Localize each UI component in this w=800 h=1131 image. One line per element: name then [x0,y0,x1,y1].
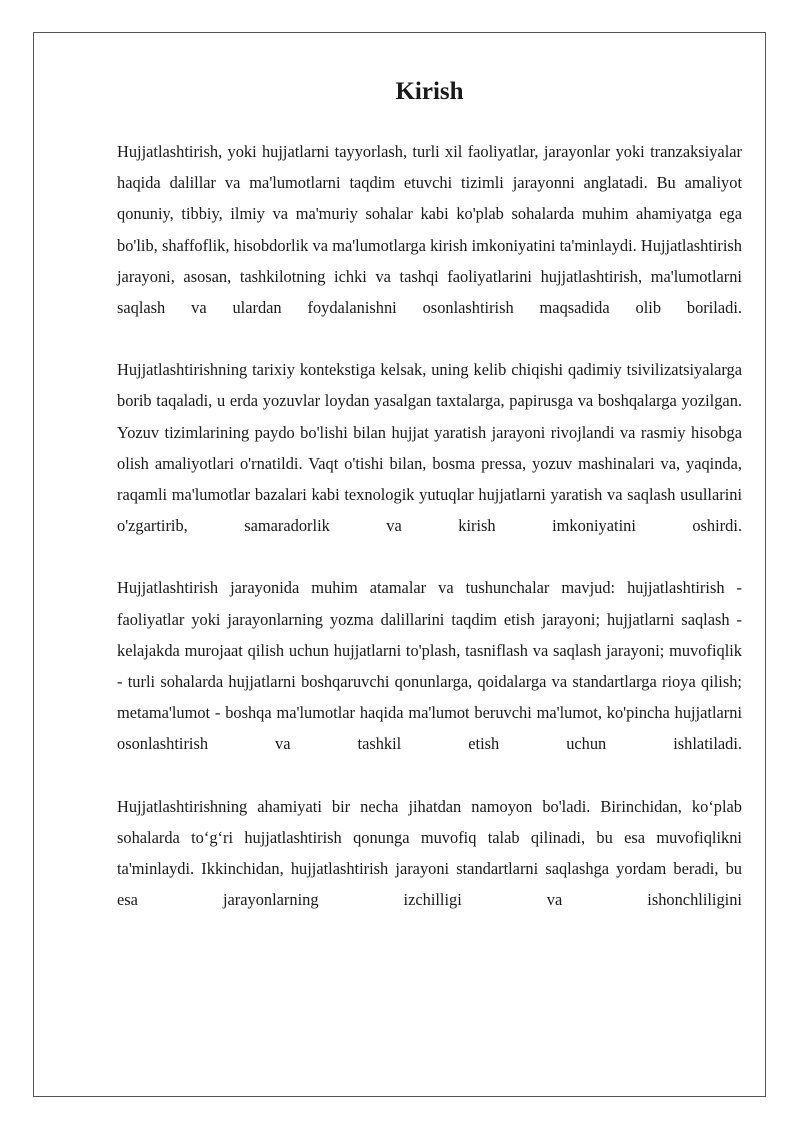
paragraph-4: Hujjatlashtirishning ahamiyati bir necha jihatdan namoyon bo'ladi. Birinchidan, ko‘plab sohalarda to‘g‘ri hujjatlashtirish qonunga muvofiq talab qilinadi, bu esa muvofiqlikni ta'minlaydi. Ikkinchidan, hujjatlashtirish jarayoni standartlarni saqlashga yordam beradi, bu esa jarayonlarning izchilligi va ishonchliligini [117,796,742,910]
paragraph-1: Hujjatlashtirish, yoki hujjatlarni tayyorlash, turli xil faoliyatlar, jarayonlar yoki tranzaksiyalar haqida dalillar va ma'lumotlarni taqdim etuvchi tizimli jarayonni anglatadi. Bu amaliyot qonuniy, tibbiy, ilmiy va ma'muriy sohalar kabi ko'plab sohalarda muhim ahamiyatga ega bo'lib, shaffoflik, hisobdorlik va ma'lumotlarga kirish imkoniyatini ta'minlaydi. Hujjatlashtirish jarayoni, asosan, tashkilotning ichki va tashqi faoliyatlarini hujjatlashtirish, ma'lumotlarni saqlash va ulardan foydalanishni osonlashtirish maqsadida olib boriladi. [117,142,742,318]
paragraph-3: Hujjatlashtirish jarayonida muhim atamalar va tushunchalar mavjud: hujjatlashtirish - faoliyatlar yoki jarayonlarning yozma dalillarini taqdim etish jarayoni; hujjatlarni saqlash - kelajakda murojaat qilish uchun hujjatlarni to'plash, tasniflash va saqlash jarayoni; muvofiqlik - turli sohalarda hujjatlarni boshqaruvchi qonunlarga, qoidalarga va standartlarga rioya qilish; metama'lumot - boshqa ma'lumotlar haqida ma'lumot beruvchi ma'lumot, ko'pincha hujjatlarni osonlashtirish va tashkil etish uchun ishlatiladi. [117,578,742,754]
document-title: Kirish [395,78,464,105]
paragraph-2: Hujjatlashtirishning tarixiy kontekstiga kelsak, uning kelib chiqishi qadimiy tsivilizatsiyalarga borib taqaladi, u erda yozuvlar loydan yasalgan taxtalarga, papirusga va boshqalarga yozilgan. Yozuv tizimlarining paydo bo'lishi bilan hujjat yaratish jarayoni rivojlandi va rasmiy hisobga olish amaliyotlari o'rnatildi. Vaqt o'tishi bilan, bosma pressa, yozuv mashinalari va, yaqinda, raqamli ma'lumotlar bazalari kabi texnologik yutuqlar hujjatlarni yaratish va saqlash usullarini o'zgartirib, samaradorlik va kirish imkoniyatini oshirdi. [117,360,742,536]
document-body [117,74,742,915]
